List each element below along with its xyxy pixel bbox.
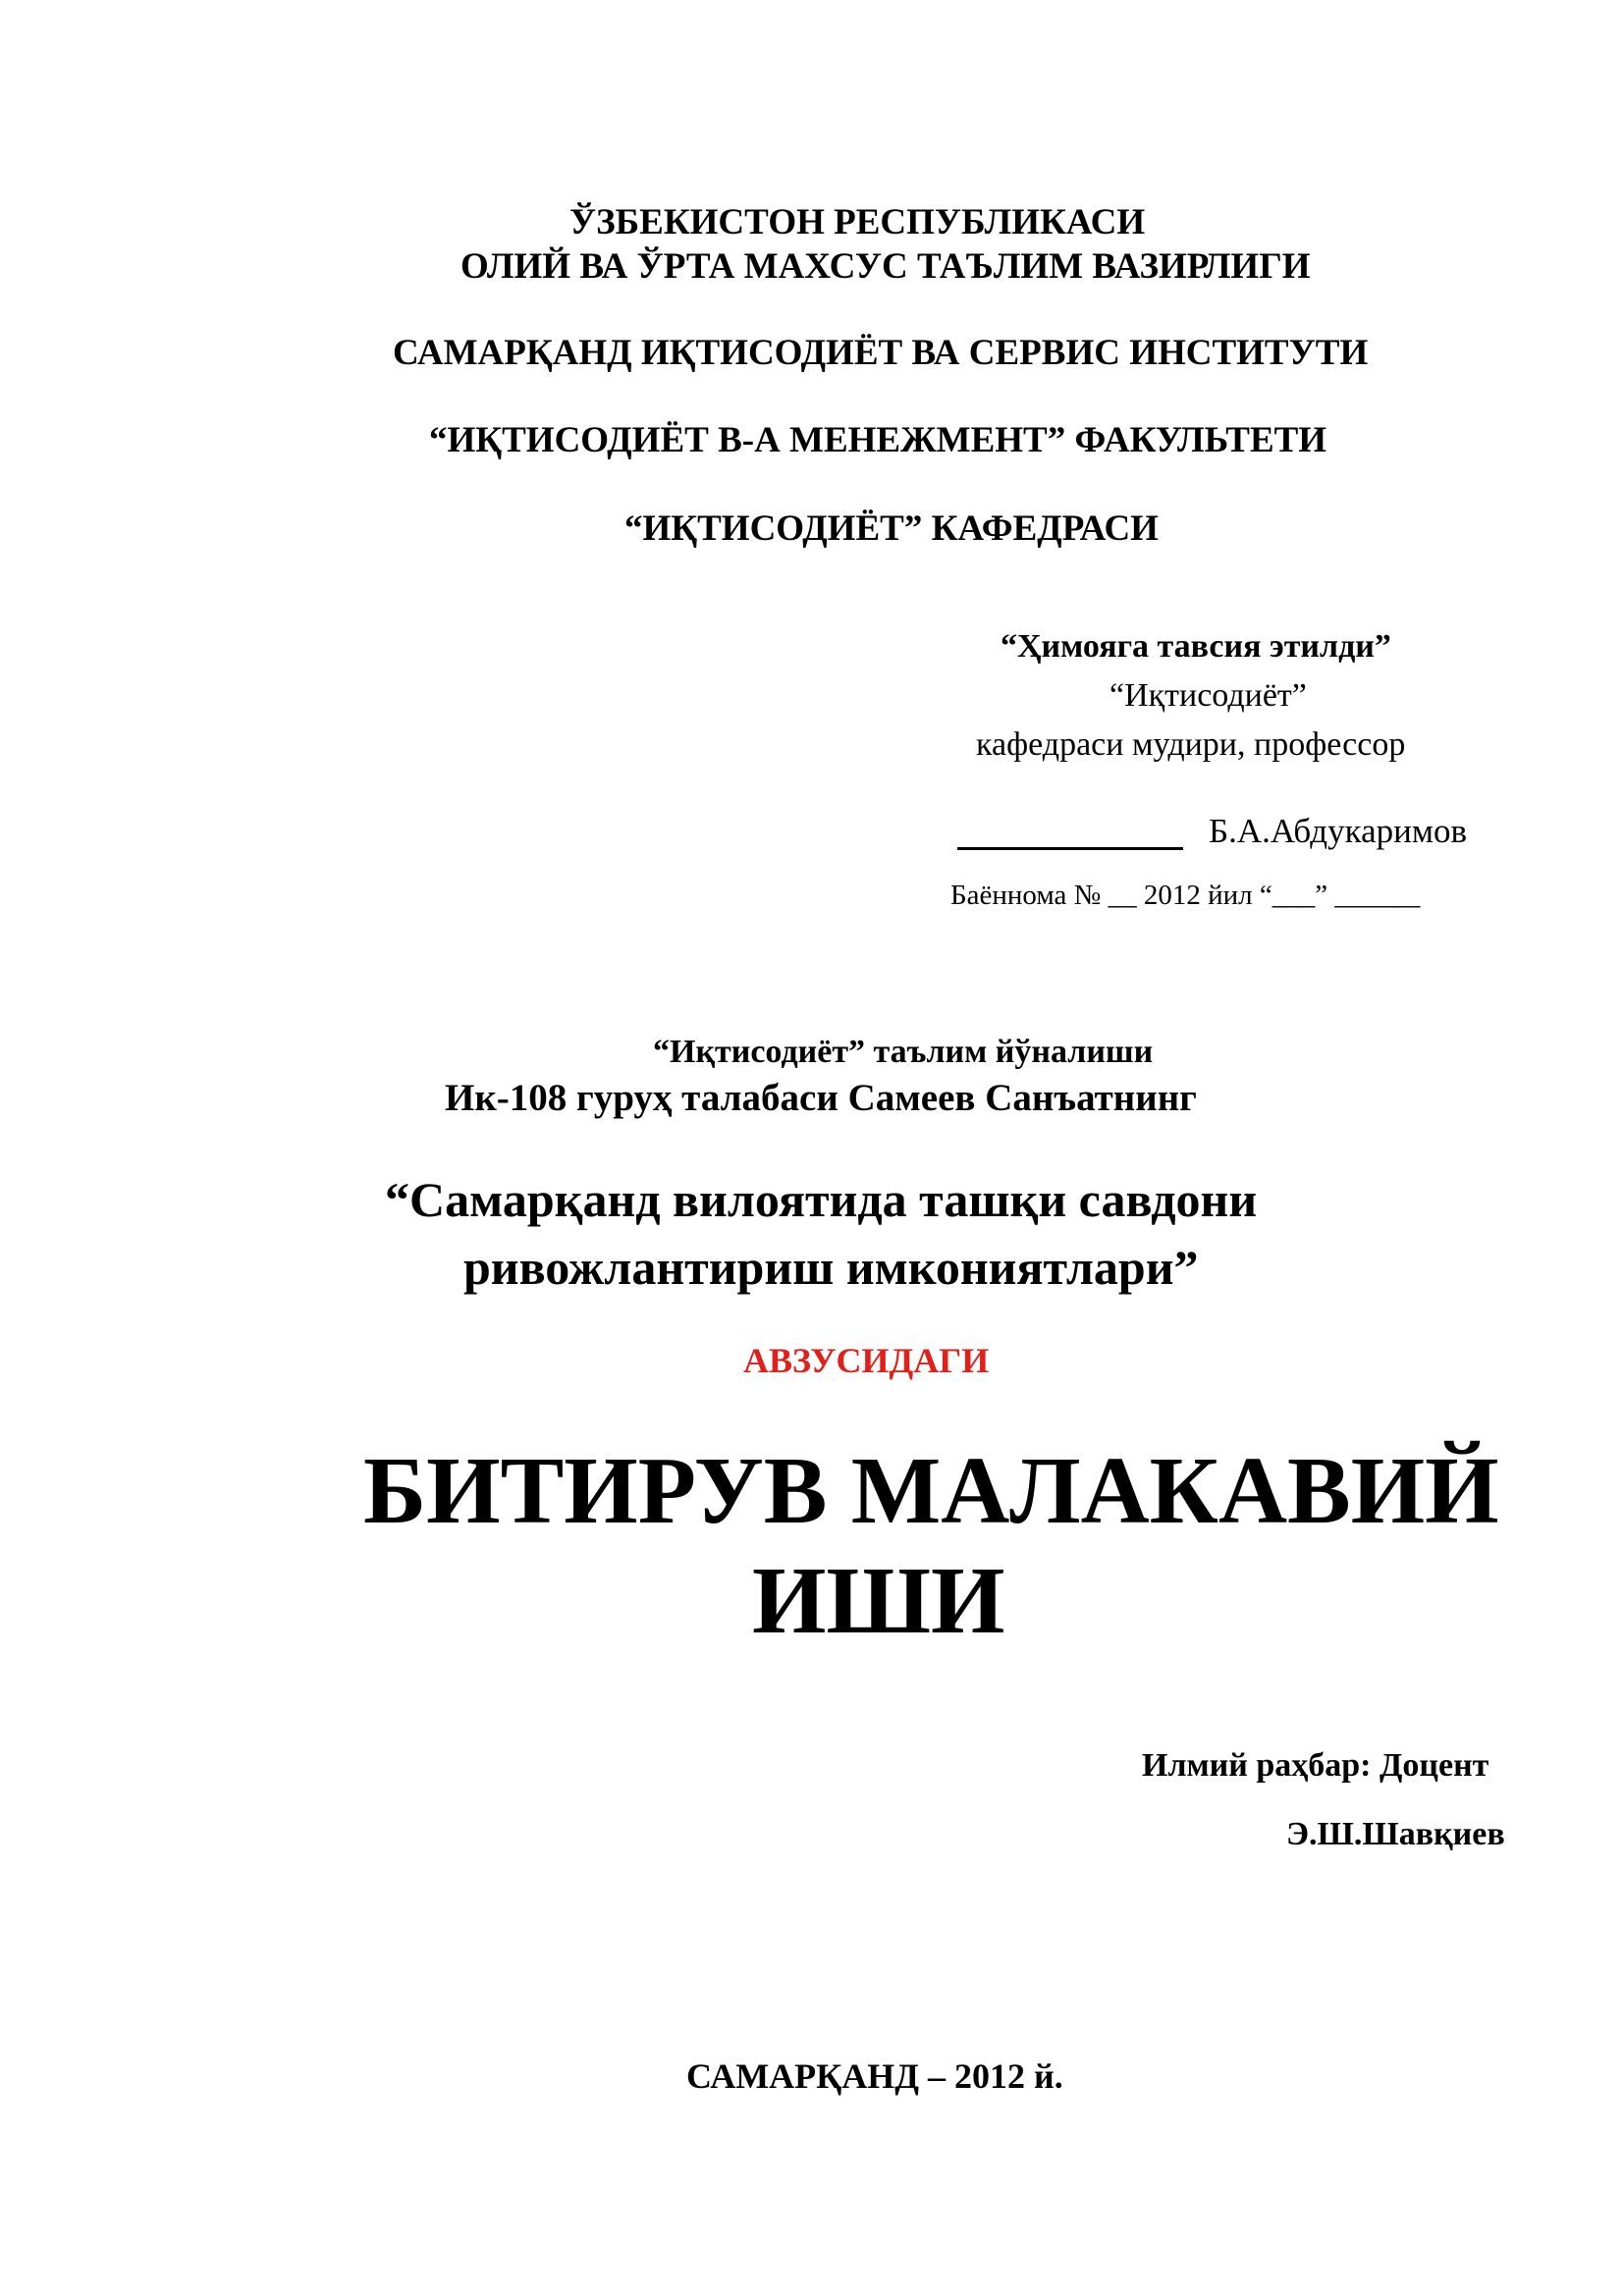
work-type-line-1: БИТИРУВ МАЛАКАВИЙ: [363, 1438, 1499, 1543]
supervisor-title: Илмий раҳбар: Доцент: [1142, 1747, 1489, 1784]
supervisor-name: Э.Ш.Шавқиев: [1286, 1816, 1505, 1852]
faculty-name: “ИҚТИСОДИЁТ В-А МЕНЕЖМЕНТ” ФАКУЛЬТЕТИ: [429, 420, 1327, 460]
topic-line-2: ривожлантириш имкониятлари”: [463, 1240, 1199, 1295]
ministry-name: ОЛИЙ ВА ЎРТА МАХСУС ТАЪЛИМ ВАЗИРЛИГИ: [460, 246, 1311, 287]
place-year: САМАРҚАНД – 2012 й.: [686, 2056, 1063, 2096]
approval-signatory: Б.А.Абдукаримов: [1209, 812, 1468, 850]
topic-line-1: “Самарқанд вилоятида ташқи савдони: [385, 1172, 1258, 1227]
approval-heading: “Ҳимояга тавсия этилди”: [1001, 628, 1391, 665]
country-name: ЎЗБЕКИСТОН РЕСПУБЛИКАСИ: [569, 202, 1146, 242]
approval-department: “Иқтисодиёт”: [1109, 677, 1307, 714]
work-type-line-2: ИШИ: [752, 1548, 1005, 1653]
signature-line: [957, 847, 1183, 850]
approval-position: кафедраси мудири, профессор: [976, 726, 1406, 763]
study-direction: “Иқтисодиёт” таълим йўналиши: [653, 1034, 1154, 1070]
institute-name: САМАРҚАНД ИҚТИСОДИЁТ ВА СЕРВИС ИНСТИТУТИ: [393, 333, 1369, 373]
department-name: “ИҚТИСОДИЁТ” КАФЕДРАСИ: [624, 508, 1159, 549]
topic-suffix: АВЗУСИДАГИ: [743, 1341, 990, 1380]
approval-protocol: Баённома № __ 2012 йил “___” ______: [950, 880, 1421, 911]
student-group: Ик-108 гуруҳ талабаси Самеев Санъатнинг: [445, 1077, 1197, 1119]
